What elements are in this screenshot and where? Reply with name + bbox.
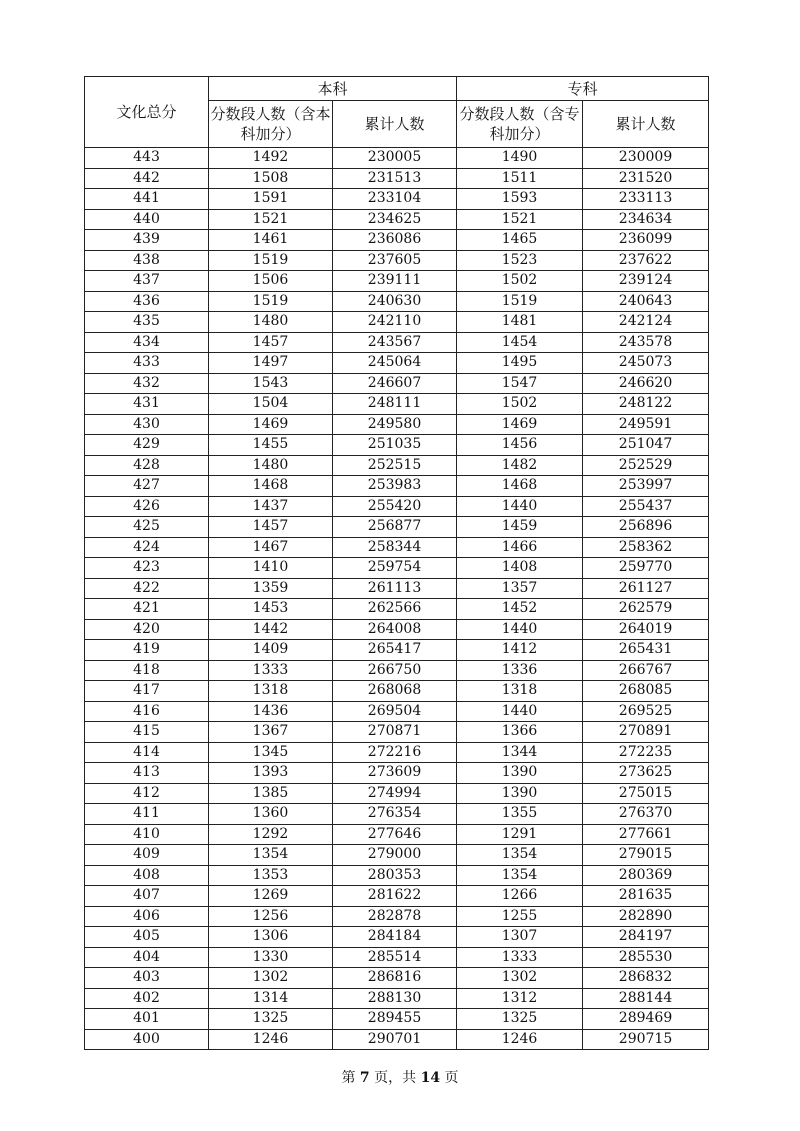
undergrad-segment-cell: 1409 (209, 640, 333, 661)
table-row (85, 619, 709, 640)
undergrad-segment-cell: 1256 (209, 906, 333, 927)
score-cell: 426 (85, 496, 209, 517)
undergrad-segment-cell: 1385 (209, 783, 333, 804)
junior-cumulative-cell: 286832 (583, 968, 709, 989)
table-row (85, 148, 709, 169)
junior-segment-cell: 1291 (457, 824, 583, 845)
junior-cumulative-cell: 284197 (583, 927, 709, 948)
junior-segment-cell: 1593 (457, 189, 583, 210)
undergrad-cumulative-cell: 255420 (333, 496, 457, 517)
undergrad-cumulative-cell: 253983 (333, 476, 457, 497)
undergrad-segment-cell: 1497 (209, 353, 333, 374)
table-row (85, 742, 709, 763)
undergrad-cumulative-cell: 273609 (333, 763, 457, 784)
table-row (85, 886, 709, 907)
table-row (85, 250, 709, 271)
junior-cumulative-cell: 281635 (583, 886, 709, 907)
undergrad-cumulative-cell: 245064 (333, 353, 457, 374)
score-cell: 432 (85, 373, 209, 394)
undergrad-segment-cell: 1455 (209, 435, 333, 456)
undergrad-segment-cell: 1306 (209, 927, 333, 948)
junior-cumulative-cell: 265431 (583, 640, 709, 661)
undergrad-segment-cell: 1410 (209, 558, 333, 579)
undergrad-segment-cell: 1353 (209, 865, 333, 886)
junior-segment-cell: 1465 (457, 230, 583, 251)
junior-segment-cell: 1440 (457, 619, 583, 640)
junior-segment-cell: 1412 (457, 640, 583, 661)
junior-cumulative-cell: 251047 (583, 435, 709, 456)
undergrad-segment-cell: 1461 (209, 230, 333, 251)
junior-cumulative-cell: 234634 (583, 209, 709, 230)
score-cell: 402 (85, 988, 209, 1009)
undergrad-segment-cell: 1480 (209, 455, 333, 476)
score-cell: 422 (85, 578, 209, 599)
undergrad-cumulative-cell: 279000 (333, 845, 457, 866)
undergrad-cumulative-cell: 264008 (333, 619, 457, 640)
table-row (85, 640, 709, 661)
undergrad-segment-cell: 1360 (209, 804, 333, 825)
score-cell: 438 (85, 250, 209, 271)
undergrad-segment-cell: 1521 (209, 209, 333, 230)
undergrad-segment-cell: 1436 (209, 701, 333, 722)
undergrad-cumulative-cell: 248111 (333, 394, 457, 415)
table-row (85, 763, 709, 784)
junior-segment-cell: 1333 (457, 947, 583, 968)
undergrad-group-header: 本科 (209, 77, 457, 101)
undergrad-segment-cell: 1314 (209, 988, 333, 1009)
score-cell: 410 (85, 824, 209, 845)
junior-cumulative-cell: 277661 (583, 824, 709, 845)
junior-cumulative-cell: 279015 (583, 845, 709, 866)
junior-segment-cell: 1481 (457, 312, 583, 333)
junior-cumulative-cell: 246620 (583, 373, 709, 394)
junior-segment-cell: 1440 (457, 496, 583, 517)
junior-segment-cell: 1390 (457, 763, 583, 784)
undergrad-cumulative-cell: 286816 (333, 968, 457, 989)
junior-segment-cell: 1307 (457, 927, 583, 948)
junior-cumulative-cell: 266767 (583, 660, 709, 681)
junior-cumulative-cell: 240643 (583, 291, 709, 312)
junior-segment-cell: 1452 (457, 599, 583, 620)
table-row (85, 496, 709, 517)
undergrad-cumulative-cell: 236086 (333, 230, 457, 251)
junior-cumulative-cell: 249591 (583, 414, 709, 435)
score-cell: 436 (85, 291, 209, 312)
undergrad-segment-cell: 1269 (209, 886, 333, 907)
junior-cumulative-cell: 276370 (583, 804, 709, 825)
junior-cumulative-cell: 268085 (583, 681, 709, 702)
table-row (85, 1009, 709, 1030)
undergrad-cumulative-cell: 259754 (333, 558, 457, 579)
undergrad-segment-cell: 1246 (209, 1029, 333, 1050)
undergrad-segment-cell: 1492 (209, 148, 333, 169)
undergrad-cumulative-cell: 277646 (333, 824, 457, 845)
undergrad-segment-cell: 1543 (209, 373, 333, 394)
score-cell: 441 (85, 189, 209, 210)
undergrad-cumulative-cell: 251035 (333, 435, 457, 456)
junior-segment-cell: 1246 (457, 1029, 583, 1050)
score-cell: 418 (85, 660, 209, 681)
score-cell: 442 (85, 168, 209, 189)
undergrad-cumulative-cell: 270871 (333, 722, 457, 743)
junior-segment-cell: 1357 (457, 578, 583, 599)
table-row (85, 865, 709, 886)
junior-segment-cell: 1266 (457, 886, 583, 907)
score-cell: 428 (85, 455, 209, 476)
table-row (85, 230, 709, 251)
undergrad-cumulative-cell: 237605 (333, 250, 457, 271)
undergrad-cumulative-cell: 246607 (333, 373, 457, 394)
junior-cumulative-cell: 243578 (583, 332, 709, 353)
junior-cumulative-cell: 236099 (583, 230, 709, 251)
undergrad-segment-cell: 1292 (209, 824, 333, 845)
junior-cumulative-header: 累计人数 (583, 101, 709, 148)
table-row (85, 435, 709, 456)
undergrad-segment-cell: 1467 (209, 537, 333, 558)
junior-segment-cell: 1355 (457, 804, 583, 825)
page-footer (0, 1067, 800, 1087)
junior-cumulative-cell: 242124 (583, 312, 709, 333)
table-header (85, 77, 709, 148)
footer-prefix: 第 (341, 1070, 356, 1086)
junior-segment-cell: 1336 (457, 660, 583, 681)
undergrad-cumulative-cell: 288130 (333, 988, 457, 1009)
junior-cumulative-cell: 270891 (583, 722, 709, 743)
undergrad-cumulative-cell: 268068 (333, 681, 457, 702)
table-row (85, 517, 709, 538)
total-page-count: 14 (420, 1070, 441, 1086)
table-row (85, 353, 709, 374)
undergrad-segment-cell: 1453 (209, 599, 333, 620)
undergrad-segment-cell: 1318 (209, 681, 333, 702)
undergrad-cumulative-header: 累计人数 (333, 101, 457, 148)
undergrad-segment-cell: 1457 (209, 332, 333, 353)
score-cell: 429 (85, 435, 209, 456)
junior-cumulative-cell: 258362 (583, 537, 709, 558)
undergrad-segment-cell: 1468 (209, 476, 333, 497)
undergrad-cumulative-cell: 249580 (333, 414, 457, 435)
score-cell: 437 (85, 271, 209, 292)
junior-cumulative-cell: 282890 (583, 906, 709, 927)
score-cell: 414 (85, 742, 209, 763)
junior-college-group-header: 专科 (457, 77, 709, 101)
undergrad-cumulative-cell: 265417 (333, 640, 457, 661)
junior-segment-cell: 1302 (457, 968, 583, 989)
table-row (85, 537, 709, 558)
score-cell: 433 (85, 353, 209, 374)
undergrad-segment-header: 分数段人数（含本科加分） (209, 101, 333, 148)
junior-segment-cell: 1454 (457, 332, 583, 353)
score-cell: 400 (85, 1029, 209, 1050)
undergrad-cumulative-cell: 262566 (333, 599, 457, 620)
undergrad-segment-cell: 1506 (209, 271, 333, 292)
junior-segment-cell: 1468 (457, 476, 583, 497)
undergrad-segment-cell: 1367 (209, 722, 333, 743)
undergrad-cumulative-cell: 252515 (333, 455, 457, 476)
junior-segment-cell: 1325 (457, 1009, 583, 1030)
undergrad-segment-cell: 1457 (209, 517, 333, 538)
junior-segment-cell: 1502 (457, 394, 583, 415)
score-cell: 440 (85, 209, 209, 230)
undergrad-segment-cell: 1393 (209, 763, 333, 784)
undergrad-cumulative-cell: 269504 (333, 701, 457, 722)
junior-cumulative-cell: 237622 (583, 250, 709, 271)
junior-cumulative-cell: 290715 (583, 1029, 709, 1050)
table-row (85, 271, 709, 292)
junior-cumulative-cell: 253997 (583, 476, 709, 497)
table-row (85, 373, 709, 394)
junior-segment-cell: 1469 (457, 414, 583, 435)
junior-segment-cell: 1456 (457, 435, 583, 456)
junior-segment-cell: 1519 (457, 291, 583, 312)
score-cell: 409 (85, 845, 209, 866)
junior-cumulative-cell: 269525 (583, 701, 709, 722)
undergrad-cumulative-cell: 285514 (333, 947, 457, 968)
junior-segment-cell: 1511 (457, 168, 583, 189)
undergrad-segment-cell: 1302 (209, 968, 333, 989)
junior-segment-header: 分数段人数（含专科加分） (457, 101, 583, 148)
undergrad-cumulative-cell: 243567 (333, 332, 457, 353)
undergrad-segment-cell: 1330 (209, 947, 333, 968)
undergrad-cumulative-cell: 280353 (333, 865, 457, 886)
junior-cumulative-cell: 256896 (583, 517, 709, 538)
undergrad-cumulative-cell: 289455 (333, 1009, 457, 1030)
undergrad-cumulative-cell: 281622 (333, 886, 457, 907)
undergrad-cumulative-cell: 276354 (333, 804, 457, 825)
junior-segment-cell: 1255 (457, 906, 583, 927)
table-row (85, 845, 709, 866)
undergrad-cumulative-cell: 256877 (333, 517, 457, 538)
table-row (85, 947, 709, 968)
table-row (85, 312, 709, 333)
junior-segment-cell: 1390 (457, 783, 583, 804)
junior-cumulative-cell: 262579 (583, 599, 709, 620)
junior-cumulative-cell: 264019 (583, 619, 709, 640)
undergrad-cumulative-cell: 233104 (333, 189, 457, 210)
table-row (85, 209, 709, 230)
score-distribution-table (84, 76, 709, 1050)
score-cell: 405 (85, 927, 209, 948)
score-cell: 427 (85, 476, 209, 497)
table-row (85, 988, 709, 1009)
score-column-header: 文化总分 (85, 77, 209, 148)
undergrad-segment-cell: 1345 (209, 742, 333, 763)
junior-cumulative-cell: 285530 (583, 947, 709, 968)
junior-cumulative-cell: 272235 (583, 742, 709, 763)
junior-segment-cell: 1408 (457, 558, 583, 579)
score-cell: 403 (85, 968, 209, 989)
junior-segment-cell: 1318 (457, 681, 583, 702)
undergrad-cumulative-cell: 239111 (333, 271, 457, 292)
undergrad-cumulative-cell: 272216 (333, 742, 457, 763)
undergrad-segment-cell: 1442 (209, 619, 333, 640)
junior-cumulative-cell: 275015 (583, 783, 709, 804)
junior-cumulative-cell: 252529 (583, 455, 709, 476)
table-row (85, 599, 709, 620)
junior-segment-cell: 1547 (457, 373, 583, 394)
score-cell: 413 (85, 763, 209, 784)
score-cell: 406 (85, 906, 209, 927)
undergrad-cumulative-cell: 282878 (333, 906, 457, 927)
table-row (85, 824, 709, 845)
table-row (85, 558, 709, 579)
table-row (85, 394, 709, 415)
table-row (85, 332, 709, 353)
footer-suffix: 页 (444, 1070, 459, 1086)
junior-segment-cell: 1521 (457, 209, 583, 230)
junior-segment-cell: 1482 (457, 455, 583, 476)
score-cell: 421 (85, 599, 209, 620)
junior-segment-cell: 1466 (457, 537, 583, 558)
table-row (85, 804, 709, 825)
junior-cumulative-cell: 248122 (583, 394, 709, 415)
undergrad-cumulative-cell: 274994 (333, 783, 457, 804)
undergrad-cumulative-cell: 242110 (333, 312, 457, 333)
junior-segment-cell: 1440 (457, 701, 583, 722)
junior-segment-cell: 1366 (457, 722, 583, 743)
table-row (85, 189, 709, 210)
undergrad-segment-cell: 1591 (209, 189, 333, 210)
junior-segment-cell: 1490 (457, 148, 583, 169)
score-cell: 431 (85, 394, 209, 415)
footer-middle: 页，共 (374, 1070, 417, 1086)
current-page-number: 7 (359, 1070, 370, 1086)
junior-segment-cell: 1344 (457, 742, 583, 763)
undergrad-cumulative-cell: 240630 (333, 291, 457, 312)
score-cell: 407 (85, 886, 209, 907)
undergrad-segment-cell: 1508 (209, 168, 333, 189)
table-row (85, 455, 709, 476)
undergrad-segment-cell: 1469 (209, 414, 333, 435)
table-row (85, 701, 709, 722)
undergrad-segment-cell: 1333 (209, 660, 333, 681)
junior-segment-cell: 1354 (457, 865, 583, 886)
score-cell: 417 (85, 681, 209, 702)
undergrad-cumulative-cell: 230005 (333, 148, 457, 169)
score-cell: 415 (85, 722, 209, 743)
score-cell: 416 (85, 701, 209, 722)
junior-cumulative-cell: 280369 (583, 865, 709, 886)
junior-segment-cell: 1523 (457, 250, 583, 271)
undergrad-cumulative-cell: 231513 (333, 168, 457, 189)
undergrad-segment-cell: 1325 (209, 1009, 333, 1030)
score-cell: 419 (85, 640, 209, 661)
junior-cumulative-cell: 259770 (583, 558, 709, 579)
table-row (85, 722, 709, 743)
undergrad-segment-cell: 1480 (209, 312, 333, 333)
table-row (85, 414, 709, 435)
score-cell: 408 (85, 865, 209, 886)
table-row (85, 168, 709, 189)
table-row (85, 291, 709, 312)
junior-segment-cell: 1312 (457, 988, 583, 1009)
junior-cumulative-cell: 230009 (583, 148, 709, 169)
score-cell: 423 (85, 558, 209, 579)
score-cell: 412 (85, 783, 209, 804)
score-cell: 439 (85, 230, 209, 251)
junior-cumulative-cell: 273625 (583, 763, 709, 784)
table-row (85, 927, 709, 948)
table-row (85, 578, 709, 599)
junior-cumulative-cell: 245073 (583, 353, 709, 374)
undergrad-cumulative-cell: 290701 (333, 1029, 457, 1050)
junior-cumulative-cell: 261127 (583, 578, 709, 599)
table-row (85, 968, 709, 989)
junior-segment-cell: 1459 (457, 517, 583, 538)
score-cell: 404 (85, 947, 209, 968)
score-cell: 434 (85, 332, 209, 353)
score-cell: 435 (85, 312, 209, 333)
junior-cumulative-cell: 288144 (583, 988, 709, 1009)
table-row (85, 660, 709, 681)
undergrad-segment-cell: 1437 (209, 496, 333, 517)
table-row (85, 681, 709, 702)
junior-cumulative-cell: 239124 (583, 271, 709, 292)
score-cell: 443 (85, 148, 209, 169)
undergrad-segment-cell: 1519 (209, 250, 333, 271)
score-cell: 401 (85, 1009, 209, 1030)
score-cell: 430 (85, 414, 209, 435)
undergrad-cumulative-cell: 258344 (333, 537, 457, 558)
score-cell: 411 (85, 804, 209, 825)
junior-cumulative-cell: 289469 (583, 1009, 709, 1030)
table-body (85, 148, 709, 1050)
junior-cumulative-cell: 233113 (583, 189, 709, 210)
score-cell: 425 (85, 517, 209, 538)
junior-segment-cell: 1354 (457, 845, 583, 866)
table-row (85, 906, 709, 927)
undergrad-cumulative-cell: 266750 (333, 660, 457, 681)
junior-cumulative-cell: 255437 (583, 496, 709, 517)
score-cell: 420 (85, 619, 209, 640)
undergrad-segment-cell: 1519 (209, 291, 333, 312)
junior-segment-cell: 1502 (457, 271, 583, 292)
score-cell: 424 (85, 537, 209, 558)
undergrad-segment-cell: 1354 (209, 845, 333, 866)
undergrad-segment-cell: 1504 (209, 394, 333, 415)
junior-segment-cell: 1495 (457, 353, 583, 374)
junior-cumulative-cell: 231520 (583, 168, 709, 189)
undergrad-segment-cell: 1359 (209, 578, 333, 599)
undergrad-cumulative-cell: 234625 (333, 209, 457, 230)
table-row (85, 476, 709, 497)
undergrad-cumulative-cell: 284184 (333, 927, 457, 948)
table-row (85, 1029, 709, 1050)
undergrad-cumulative-cell: 261113 (333, 578, 457, 599)
table-row (85, 783, 709, 804)
